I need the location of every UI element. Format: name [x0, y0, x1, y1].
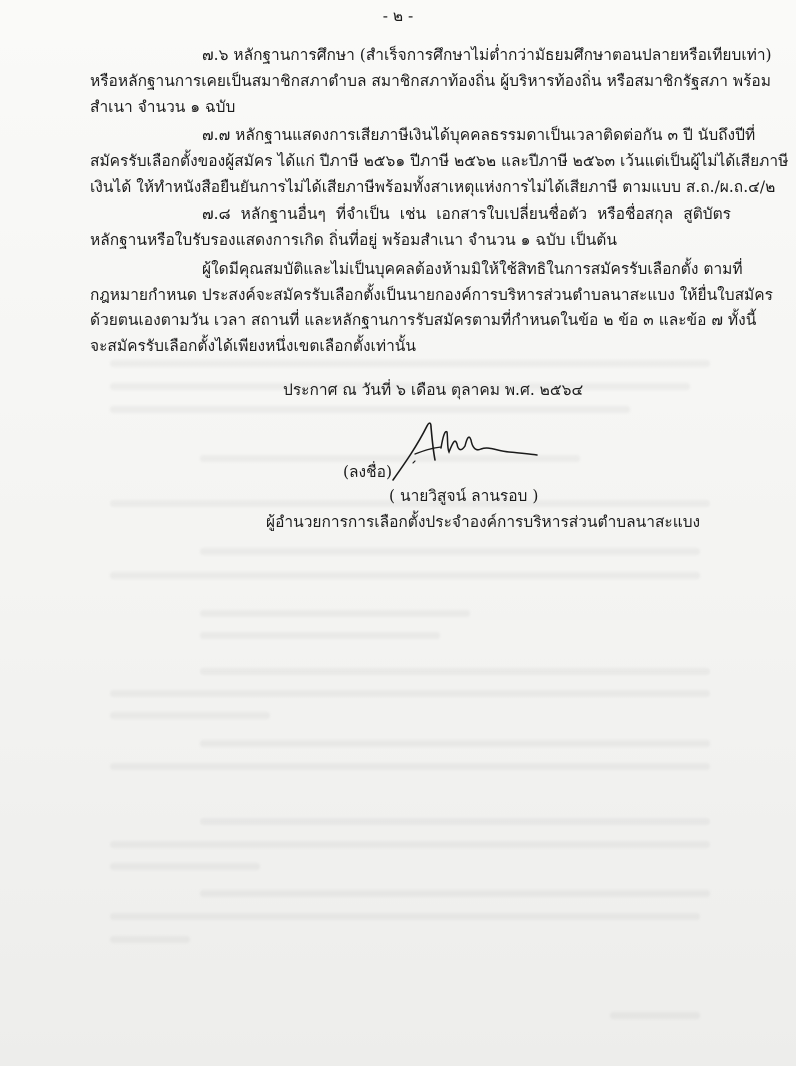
bleed-through-mark	[200, 740, 710, 747]
bleed-through-mark	[200, 610, 470, 617]
bleed-through-mark	[110, 360, 710, 367]
bleed-through-mark	[110, 712, 270, 719]
notice-line-2: กฎหมายกำหนด ประสงค์จะสมัครรับเลือกตั้งเป็นนายกองค์การบริหารส่วนตำบลนาสะแบง ให้ยื่นใบสมัคร	[90, 286, 773, 304]
item-7-6-line-2: หรือหลักฐานการเคยเป็นสมาชิกสภาตำบล สมาชิกสภาท้องถิ่น ผู้บริหารท้องถิ่น หรือสมาชิกรัฐสภา พร้อม	[90, 72, 771, 90]
item-7-7-line-1: ๗.๗ หลักฐานแสดงการเสียภาษีเงินได้บุคคลธรรมดาเป็นเวลาติดต่อกัน ๓ ปี นับถึงปีที่	[202, 126, 756, 144]
signer-name: ( นายวิสูจน์ ลานรอบ )	[389, 487, 539, 505]
signer-position: ผู้อำนวยการการเลือกตั้งประจำองค์การบริหารส่วนตำบลนาสะแบง	[266, 513, 701, 531]
page-number: - ๒ -	[382, 7, 414, 25]
bleed-through-mark	[110, 572, 700, 579]
bleed-through-mark	[110, 863, 260, 870]
item-7-8-line-1: ๗.๘ หลักฐานอื่นๆ ที่จำเป็น เช่น เอกสารใบเปลี่ยนชื่อตัว หรือชื่อสกุล สูติบัตร	[202, 205, 731, 223]
bleed-through-mark	[200, 548, 700, 555]
bleed-through-mark	[110, 936, 190, 943]
item-7-6-line-1: ๗.๖ หลักฐานการศึกษา (สำเร็จการศึกษาไม่ต่ำกว่ามัธยมศึกษาตอนปลายหรือเทียบเท่า)	[202, 46, 772, 64]
item-7-7-line-2: สมัครรับเลือกตั้งของผู้สมัคร ได้แก่ ปีภาษี ๒๕๖๑ ปีภาษี ๒๕๖๒ และปีภาษี ๒๕๖๓ เว้นแต่เป็นผู้ไม่ได้เสียภาษี	[90, 152, 789, 170]
bleed-through-mark	[200, 632, 440, 639]
item-7-8-line-2: หลักฐานหรือใบรับรองแสดงการเกิด ถิ่นที่อยู่ พร้อมสำเนา จำนวน ๑ ฉบับ เป็นต้น	[90, 231, 617, 249]
item-7-6-line-3: สำเนา จำนวน ๑ ฉบับ	[90, 98, 236, 116]
bleed-through-mark	[200, 668, 710, 675]
bleed-through-mark	[110, 690, 710, 697]
bleed-through-mark	[110, 406, 630, 413]
notice-line-4: จะสมัครรับเลือกตั้งได้เพียงหนึ่งเขตเลือกตั้งเท่านั้น	[90, 337, 416, 355]
announcement-date: ประกาศ ณ วันที่ ๖ เดือน ตุลาคม พ.ศ. ๒๕๖๔	[283, 381, 584, 399]
bleed-through-mark	[200, 890, 710, 897]
bleed-through-mark	[110, 913, 700, 920]
item-7-7-line-3: เงินได้ ให้ทำหนังสือยืนยันการไม่ได้เสียภาษีพร้อมทั้งสาเหตุแห่งการไม่ได้เสียภาษี ตามแบบ ส.ถ./ผ.ถ.๔/๒	[90, 178, 776, 196]
bleed-through-mark	[110, 763, 710, 770]
bleed-through-mark	[610, 1012, 700, 1019]
bleed-through-mark	[110, 841, 710, 848]
sign-label: (ลงชื่อ)	[343, 463, 392, 481]
notice-line-1: ผู้ใดมีคุณสมบัติและไม่เป็นบุคคลต้องห้ามมิให้ใช้สิทธิในการสมัครรับเลือกตั้ง ตามที่	[202, 260, 743, 278]
handwritten-signature	[385, 418, 545, 488]
notice-line-3: ด้วยตนเองตามวัน เวลา สถานที่ และหลักฐานการรับสมัครตามที่กำหนดในข้อ ๒ ข้อ ๓ และข้อ ๗ ทั้งนี้	[90, 311, 757, 329]
bleed-through-mark	[200, 818, 710, 825]
